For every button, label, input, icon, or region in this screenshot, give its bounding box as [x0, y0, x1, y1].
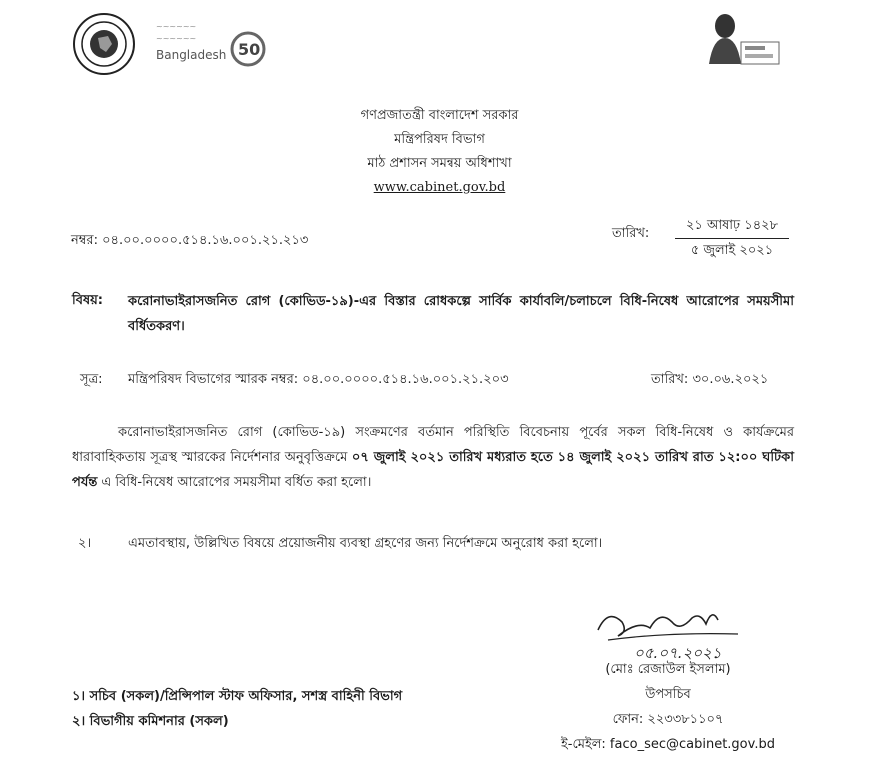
date-label: তারিখ: — [612, 226, 650, 241]
distribution-item: ২। বিভাগীয় কমিশনার (সকল) — [72, 714, 229, 729]
signatory-name: (মোঃ রেজাউল ইসলাম) — [605, 662, 731, 677]
branch-name: মাঠ প্রশাসন সমন্বয় অধিশাখা — [367, 156, 512, 171]
portrait-logo — [695, 8, 783, 68]
bangladesh-50-logo — [152, 15, 270, 73]
government-seal-logo — [72, 12, 136, 76]
sutra-label: সূত্র: — [80, 372, 103, 387]
office-header — [0, 104, 879, 200]
government-name: গণপ্রজাতন্ত্রী বাংলাদেশ সরকার — [360, 108, 519, 123]
memo-reference-number: নম্বর: ০৪.০০.০০০০.৫১৪.১৬.০০১.২১.২১৩ — [71, 233, 309, 248]
svg-text:~~~~~~: ~~~~~~ — [156, 22, 197, 31]
subject-label: বিষয়: — [72, 293, 103, 308]
date-english: ৫ জুলাই ২০২১ — [690, 243, 774, 258]
paragraph1-part1: করোনাভাইরাসজনিত রোগ (কোভিড-১৯) সংক্রমণের বর্তমান পরিস্থিতি বিবেচনায় পূর্বের সকল বিধি-নিষেধ ও কার্যক্রমের ধারাবাহিকতায় সূত্রস্থ স্মারকের নির্দেশনার অনুবৃত্তিক্রমে — [72, 425, 794, 465]
signatory-designation: উপসচিব — [645, 687, 691, 702]
body-paragraph-1 — [72, 420, 794, 495]
website-link[interactable]: www.cabinet.gov.bd — [373, 180, 506, 195]
paragraph2-number: ২। — [78, 536, 92, 551]
subject-text: করোনাভাইরাসজনিত রোগ (কোভিড-১৯)-এর বিস্তার রোধকল্পে সার্বিক কার্যাবলি/চলাচলে বিধি-নিষেধ আরোপের সময়সীমা বর্ধিতকরণ। — [128, 294, 794, 334]
distribution-list — [72, 684, 402, 734]
handwritten-signature — [588, 600, 778, 662]
body-paragraph-2: এমতাবস্থায়, উল্লিখিত বিষয়ে প্রয়োজনীয় ব্যবস্থা গ্রহণের জন্য নির্দেশক্রমে অনুরোধ করা হলো। — [128, 536, 603, 551]
paragraph1-bold-period: ০৭ জুলাই ২০২১ তারিখ মধ্যরাত হতে ১৪ জুলাই ২০২১ তারিখ রাত ১২:০০ ঘটিকা পর্যন্ত — [72, 450, 795, 490]
svg-text:~~~~~~: ~~~~~~ — [156, 34, 197, 43]
sutra-reference: মন্ত্রিপরিষদ বিভাগের স্মারক নম্বর: ০৪.০০.০০০০.৫১৪.১৬.০০১.২১.২০৩ — [128, 372, 509, 387]
signatory-block — [560, 657, 776, 757]
signature-date: ০৫.০৭.২০২১ — [634, 644, 722, 662]
fifty-mark: 50 — [238, 40, 261, 59]
distribution-item: ১। সচিব (সকল)/প্রিন্সিপাল স্টাফ অফিসার, সশস্ত্র বাহিনী বিভাগ — [72, 689, 403, 704]
date-bangla: ২১ আষাঢ় ১৪২৮ — [675, 214, 789, 239]
signatory-phone: ফোন: ২২৩৩৮১১০৭ — [612, 712, 724, 727]
bangladesh-wordmark: Bangladesh — [156, 48, 227, 62]
memo-date — [675, 214, 789, 263]
signatory-email: ই-মেইল: faco_sec@cabinet.gov.bd — [561, 737, 775, 752]
division-name: মন্ত্রিপরিষদ বিভাগ — [394, 132, 485, 147]
sutra-date: তারিখ: ৩০.০৬.২০২১ — [651, 372, 769, 387]
paragraph1-part2: এ বিধি-নিষেধ আরোপের সময়সীমা বর্ধিত করা হলো। — [97, 475, 372, 490]
